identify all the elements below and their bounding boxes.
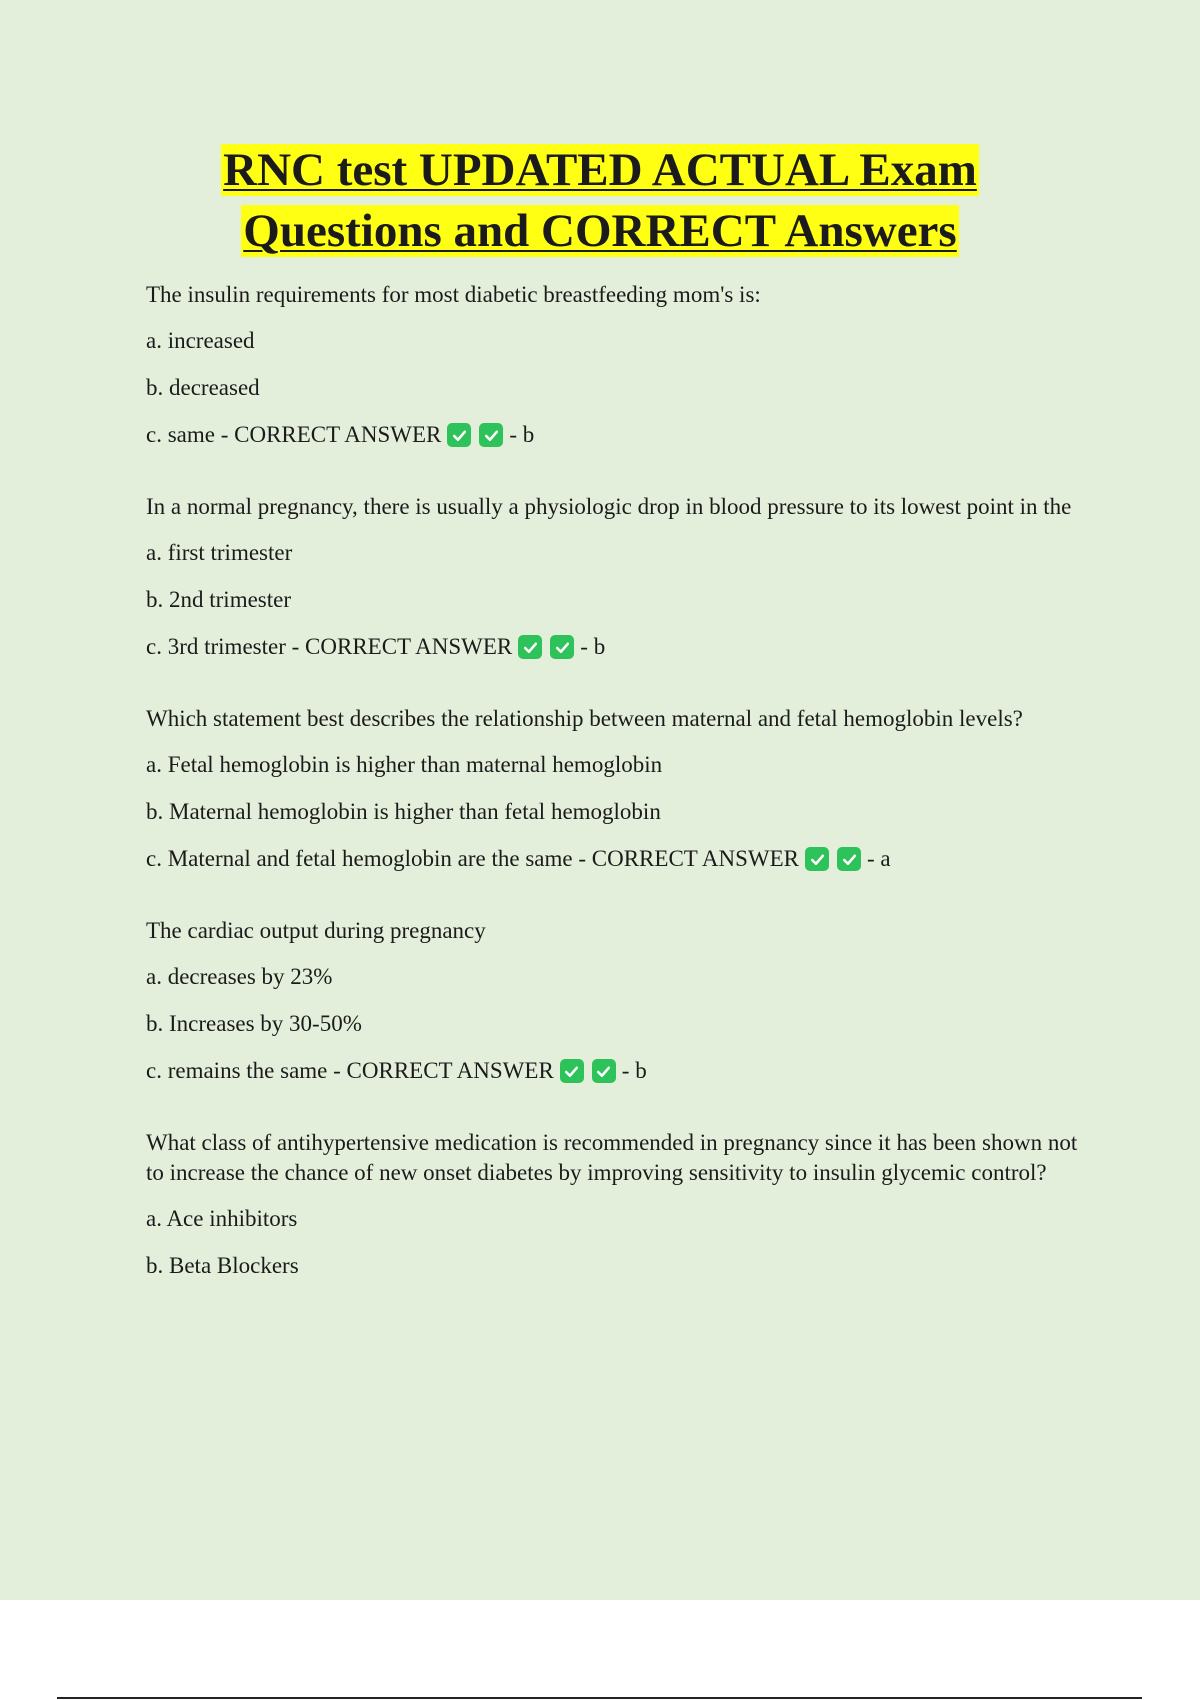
check-mark-icon [550,635,574,659]
correct-answer: - b [580,634,606,659]
option-c-with-answer [146,632,1096,662]
option-a: a. first trimester [146,540,293,565]
question-text: Which statement best describes the relationship between maternal and fetal hemoglobin levels? [146,706,1023,731]
option-b: b. 2nd trimester [146,587,291,612]
option-c-with-answer [146,420,1096,450]
correct-answer: - b [621,1058,647,1083]
option-b: b. Increases by 30-50% [146,1011,362,1036]
option-a: a. increased [146,328,255,353]
option-a: a. Fetal hemoglobin is higher than maternal hemoglobin [146,752,663,777]
title-line-1: RNC test UPDATED ACTUAL Exam [223,144,977,196]
check-mark-icon [837,847,861,871]
check-mark-icon [479,423,503,447]
check-mark-icon [447,423,471,447]
option-c: c. remains the same - CORRECT ANSWER [146,1058,554,1083]
correct-answer: - a [867,846,891,871]
check-mark-icon [518,635,542,659]
option-c-with-answer [146,844,1096,874]
option-b: b. Maternal hemoglobin is higher than fetal hemoglobin [146,799,661,824]
question-text: The insulin requirements for most diabetic breastfeeding mom's is: [146,282,761,307]
question-1 [146,280,1096,450]
option-c: c. 3rd trimester - CORRECT ANSWER [146,634,513,659]
correct-answer: - b [509,422,535,447]
question-5 [146,1128,1096,1281]
question-2 [146,492,1096,662]
footer-divider [57,1697,1142,1699]
question-text: The cardiac output during pregnancy [146,918,486,943]
document-title [0,140,1200,262]
option-b: b. decreased [146,375,260,400]
question-text: What class of antihypertensive medication is recommended in pregnancy since it has been shown not to increase the chance of new onset diabetes by improving sensitivity to insulin glycemic control? [146,1130,1078,1185]
question-list [146,280,1096,1298]
option-a: a. decreases by 23% [146,964,333,989]
option-b: b. Beta Blockers [146,1253,299,1278]
option-c: c. same - CORRECT ANSWER [146,422,442,447]
check-mark-icon [560,1059,584,1083]
question-text: In a normal pregnancy, there is usually a physiologic drop in blood pressure to its lowest point in the [146,494,1072,519]
check-mark-icon [805,847,829,871]
option-c-with-answer [146,1056,1096,1086]
question-4 [146,916,1096,1086]
check-mark-icon [592,1059,616,1083]
title-line-2: Questions and CORRECT Answers [243,205,957,257]
option-a: a. Ace inhibitors [146,1206,298,1231]
question-3 [146,704,1096,874]
option-c: c. Maternal and fetal hemoglobin are the same - CORRECT ANSWER [146,846,800,871]
